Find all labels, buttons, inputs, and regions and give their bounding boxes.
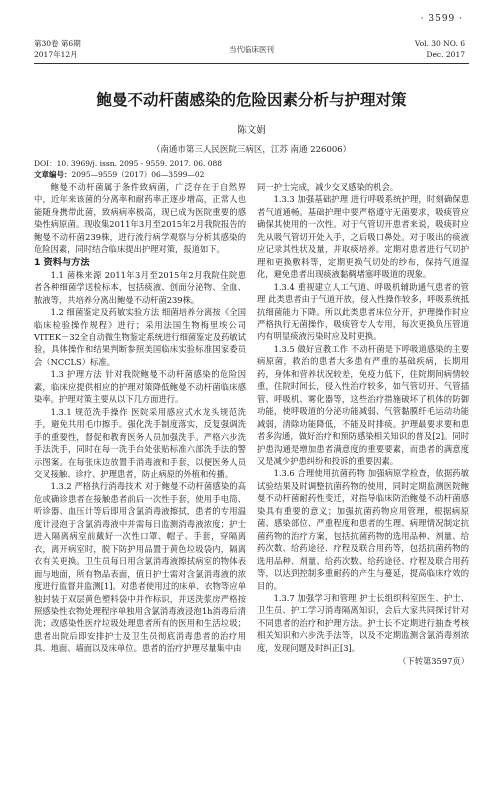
- body-left-column: [34, 181, 246, 655]
- body-paragraph: 1.3.2 严格执行消毒技术 对于鲍曼不动杆菌感染的高危或确诊患者在接触患者前后一次性手套，使用手电筒、听诊器、血压计等后即用含氯消毒液擦拭，患者的专用温度计浸泡于含氯消毒液中并需每日监测消毒液浓度；护士进入隔离病室前戴好一次性口罩、帽子、手套，穿隔离衣，离开病室时，脱下防护用品置于黄色垃圾袋内，隔离衣有关更换。卫生员每日用含氯消毒液擦拭病室的物体表面与地面，所有物品表面，值日护士需对含氯消毒液的浓度进行监督并监测[1]。对患者使用过的床单、衣物等应单独封装于双层黄色塑料袋中并作标识，并送洗浆房严格按照感染性衣物处理程序单独用含氯消毒液浸泡1h消毒后清洗；改感染性医疗垃圾处理患者所有的医用和生活垃圾；患者出院后即安排护士及卫生员彻底消毒患者的治疗用具、地面、墙面以及床单位。患者的治疗护理尽量集中由: [34, 481, 246, 654]
- article-author: 陈文娟: [237, 125, 266, 136]
- article-number: [34, 169, 204, 180]
- header-divider: [34, 63, 469, 64]
- body-paragraph: 同一护士完成，减少交叉感染的机会。: [257, 182, 399, 192]
- article-number-value: 2095—9559（2017）06—3599—02: [71, 170, 205, 179]
- date-cn: 2017年12月: [34, 50, 78, 59]
- body-paragraph: 1.1 菌株来源 2011年3月至2015年2月我院住院患者各种细菌学送检标本，包括痰液、创面分泌物、全血、脓液等，共培养分离出鲍曼不动杆菌239株。: [34, 269, 246, 305]
- journal-volume-en: [415, 38, 465, 60]
- page-number: · 3599 ·: [420, 14, 463, 24]
- body-paragraph: 1.3.3 加强基础护理 进行呼吸系统护理，时刻确保患者气道通畅。基础护理中要严格遵守无菌要求，吸痰管应确保其使用的一次性。对于气管切开患者来说，吸痰时应先从吸气管切开处入手，之后吸口鼻处。对于吸出的痰液应记录其性状及量，并取痰培养。定期对患者进行气切护理和更换敷料等，定期更换气切处的纱布，保持气道湿化，避免患者出现痰液黏稠堵塞呼吸道的现象。: [257, 194, 469, 280]
- volume-en: Vol. 30 NO. 6: [414, 39, 465, 48]
- date-en: Dec. 2017: [426, 50, 465, 59]
- article-title: 鲍曼不动杆菌感染的危险因素分析与护理对策: [96, 91, 407, 109]
- body-right-column: [257, 181, 469, 668]
- body-paragraph: 1.3.1 规范洗手操作 医院采用感应式水龙头规范洗手，避免共用毛巾擦手。强化洗手制度落实，反复强调洗手的重要性，督促和教育医务人员加强洗手。严格六步洗手法洗手，同时在每一洗手台处张贴标准六部洗手法的警示图案。在每张床边放置手消毒液和手套，以便医务人员交叉接触、诊疗、护理患者，防止病原的外植和传播。: [34, 406, 246, 479]
- doi: DOI：10. 3969/j. issn. 2095 - 9559. 2017. 06. 088: [34, 159, 223, 168]
- article-number-label: 文章编号：: [34, 170, 72, 179]
- body-paragraph: 1.3.4 重视建立人工气道、呼吸机辅助通气患者的管理 此类患者由于气道开放，侵入性操作较多，呼吸系统抵抗细菌能力下降。所以此类患者床位分开，护理操作时应严格执行无菌操作，吸痰管专人专用，每次更换负压管道内有明显痰液污染时应及时更换。: [257, 281, 469, 342]
- volume-cn: 第30卷 第6期: [34, 39, 81, 48]
- body-paragraph: 1.3.5 做好宣教工作 不动杆菌是下呼吸道感染的主要病原菌，救治的患者大多患有严重的基础疾病，长期用药，身体和营养状况较差，免疫力低下，住院期间病情较重，住院时间长，侵入性治疗较多，如气管切开、气管插管、呼吸机、雾化器等，这些治疗措施破坏了机体的防御功能，使呼吸道的分泌功能减弱、气管黏膜纤毛运动功能减弱，清除功能降低，不能及时排痰。护理最要求要和患者多沟通，做好治疗和预防感染相关知识的普及[2]。同时护患沟通是增加患者满意度的重要要素，而患者的满意度又是减少护患纠纷和投诉的重要因素。: [257, 343, 469, 466]
- journal-name: 当代临床医刊: [229, 45, 274, 54]
- body-paragraph: 1.3.7 加强学习和管理 护士长组织科室医生、护士、卫生员、护工学习消毒隔离知识，会后大家共同探讨针对不同患者的治疗和护理方法。护士长不定期进行抽查考核相关知识和六步洗手法等，以及不定期监测含氯消毒剂浓度，发现问题及时纠正[3]。: [257, 592, 469, 653]
- body-paragraph: 1.3.6 合理使用抗菌药物 加强病原学检查，依据药敏试验结果及时调整抗菌药物的使用，同时定期监测医院鲍曼不动杆菌耐药性变迁，对指导临床防治鲍曼不动杆菌感染具有重要的意义；加强抗菌药物应用管理，根据病原菌、感染部位、严重程度和患者的生理、病理情况制定抗菌药物的治疗方案，包括抗菌药物的选用品种、剂量、给药次数、给药途径、疗程及联合用药等，包括抗菌药物的选用品种、剂量、给药次数、给药途径、疗程及联合用药等，以达到控制多重耐药的产生与蔓延，提高临床疗效的目的。: [257, 468, 469, 591]
- section-heading: 1 资料与方法: [34, 256, 90, 268]
- continuation-note: （下转第3597页）: [398, 656, 469, 667]
- body-paragraph: 1.3 护理方法 针对我院鲍曼不动杆菌感染的危险因素，临床应提供相应的护理对策降低鲍曼不动杆菌临床感染率。护理对策主要从以下几方面进行。: [34, 369, 246, 405]
- author-affiliation: （南通市第三人民医院三病区，江苏 南通 226006）: [151, 145, 352, 155]
- body-paragraph: 鲍曼不动杆菌属于条件致病菌，广泛存在于自然界中，近年来该菌的分离率和耐药率正逐步增高，正常人也能随身携带此菌，致病病率极高，现已成为医院重要的感染性病原菌。现收集2011年3月至2015年2月我院报告的鲍曼不动杆菌239株，进行流行病学观察与分析其感染的危险因素，同时结合临床提出护理对策，报道如下。: [34, 182, 246, 255]
- body-paragraph: 1.2 细菌鉴定及药敏实验方法 细菌培养分离按《全国临床检验操作规程》进行；采用法国生物梅里埃公司VITEK－32全自动微生物鉴定系统进行细菌鉴定及药敏试验，具体操作和结果判断参照美国临床实验标准国家委员会（NCCLS）标准。: [34, 307, 246, 367]
